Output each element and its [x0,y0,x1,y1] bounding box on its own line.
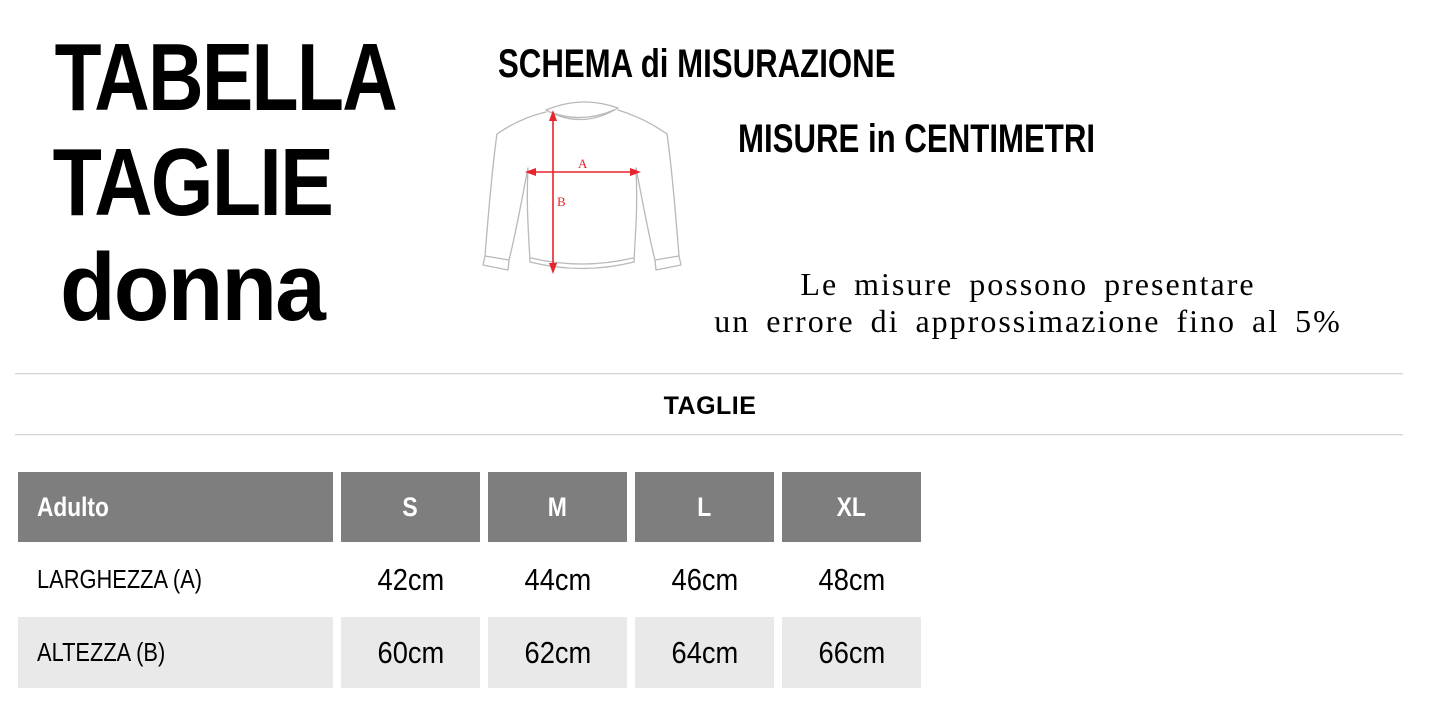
units-note: MISURE in CENTIMETRI [738,117,1096,161]
page-title-line2: TAGLIE [52,129,332,236]
table-header-size-s: S [341,472,480,542]
shirt-icon [468,88,708,288]
row-label-altezza: ALTEZZA (B) [18,617,333,688]
altezza-xl: 66cm [782,617,921,688]
table-header-size-xl: XL [782,472,921,542]
shirt-measurement-diagram [468,88,708,288]
page-title-line1: TABELLA [54,24,397,131]
divider-top [15,373,1403,375]
divider-bottom [15,434,1403,436]
page-title [12,24,397,341]
disclaimer-line2: un errore di approssimazione fino al 5% [714,303,1342,339]
disclaimer-line1: Le misure possono presentare [800,266,1256,302]
larghezza-l: 46cm [671,561,738,597]
tolerance-disclaimer [628,266,1428,340]
table-header-adulto: Adulto [18,472,333,542]
row-label-larghezza: LARGHEZZA (A) [37,564,203,594]
section-heading-taglie: TAGLIE [663,392,757,420]
altezza-s: 60cm [341,617,480,688]
larghezza-m: 44cm [524,561,591,597]
height-arrow-label: B [557,194,566,209]
height-arrow [549,110,557,274]
table-header-size-l: L [635,472,774,542]
width-arrow-label: A [578,156,588,171]
altezza-l: 64cm [635,617,774,688]
larghezza-s: 42cm [377,561,444,597]
larghezza-xl: 48cm [818,561,885,597]
table-header-size-m: M [488,472,627,542]
size-table [18,472,921,688]
page-title-line3: donna [59,234,325,341]
altezza-m: 62cm [488,617,627,688]
schema-heading: SCHEMA di MISURAZIONE [498,42,896,86]
